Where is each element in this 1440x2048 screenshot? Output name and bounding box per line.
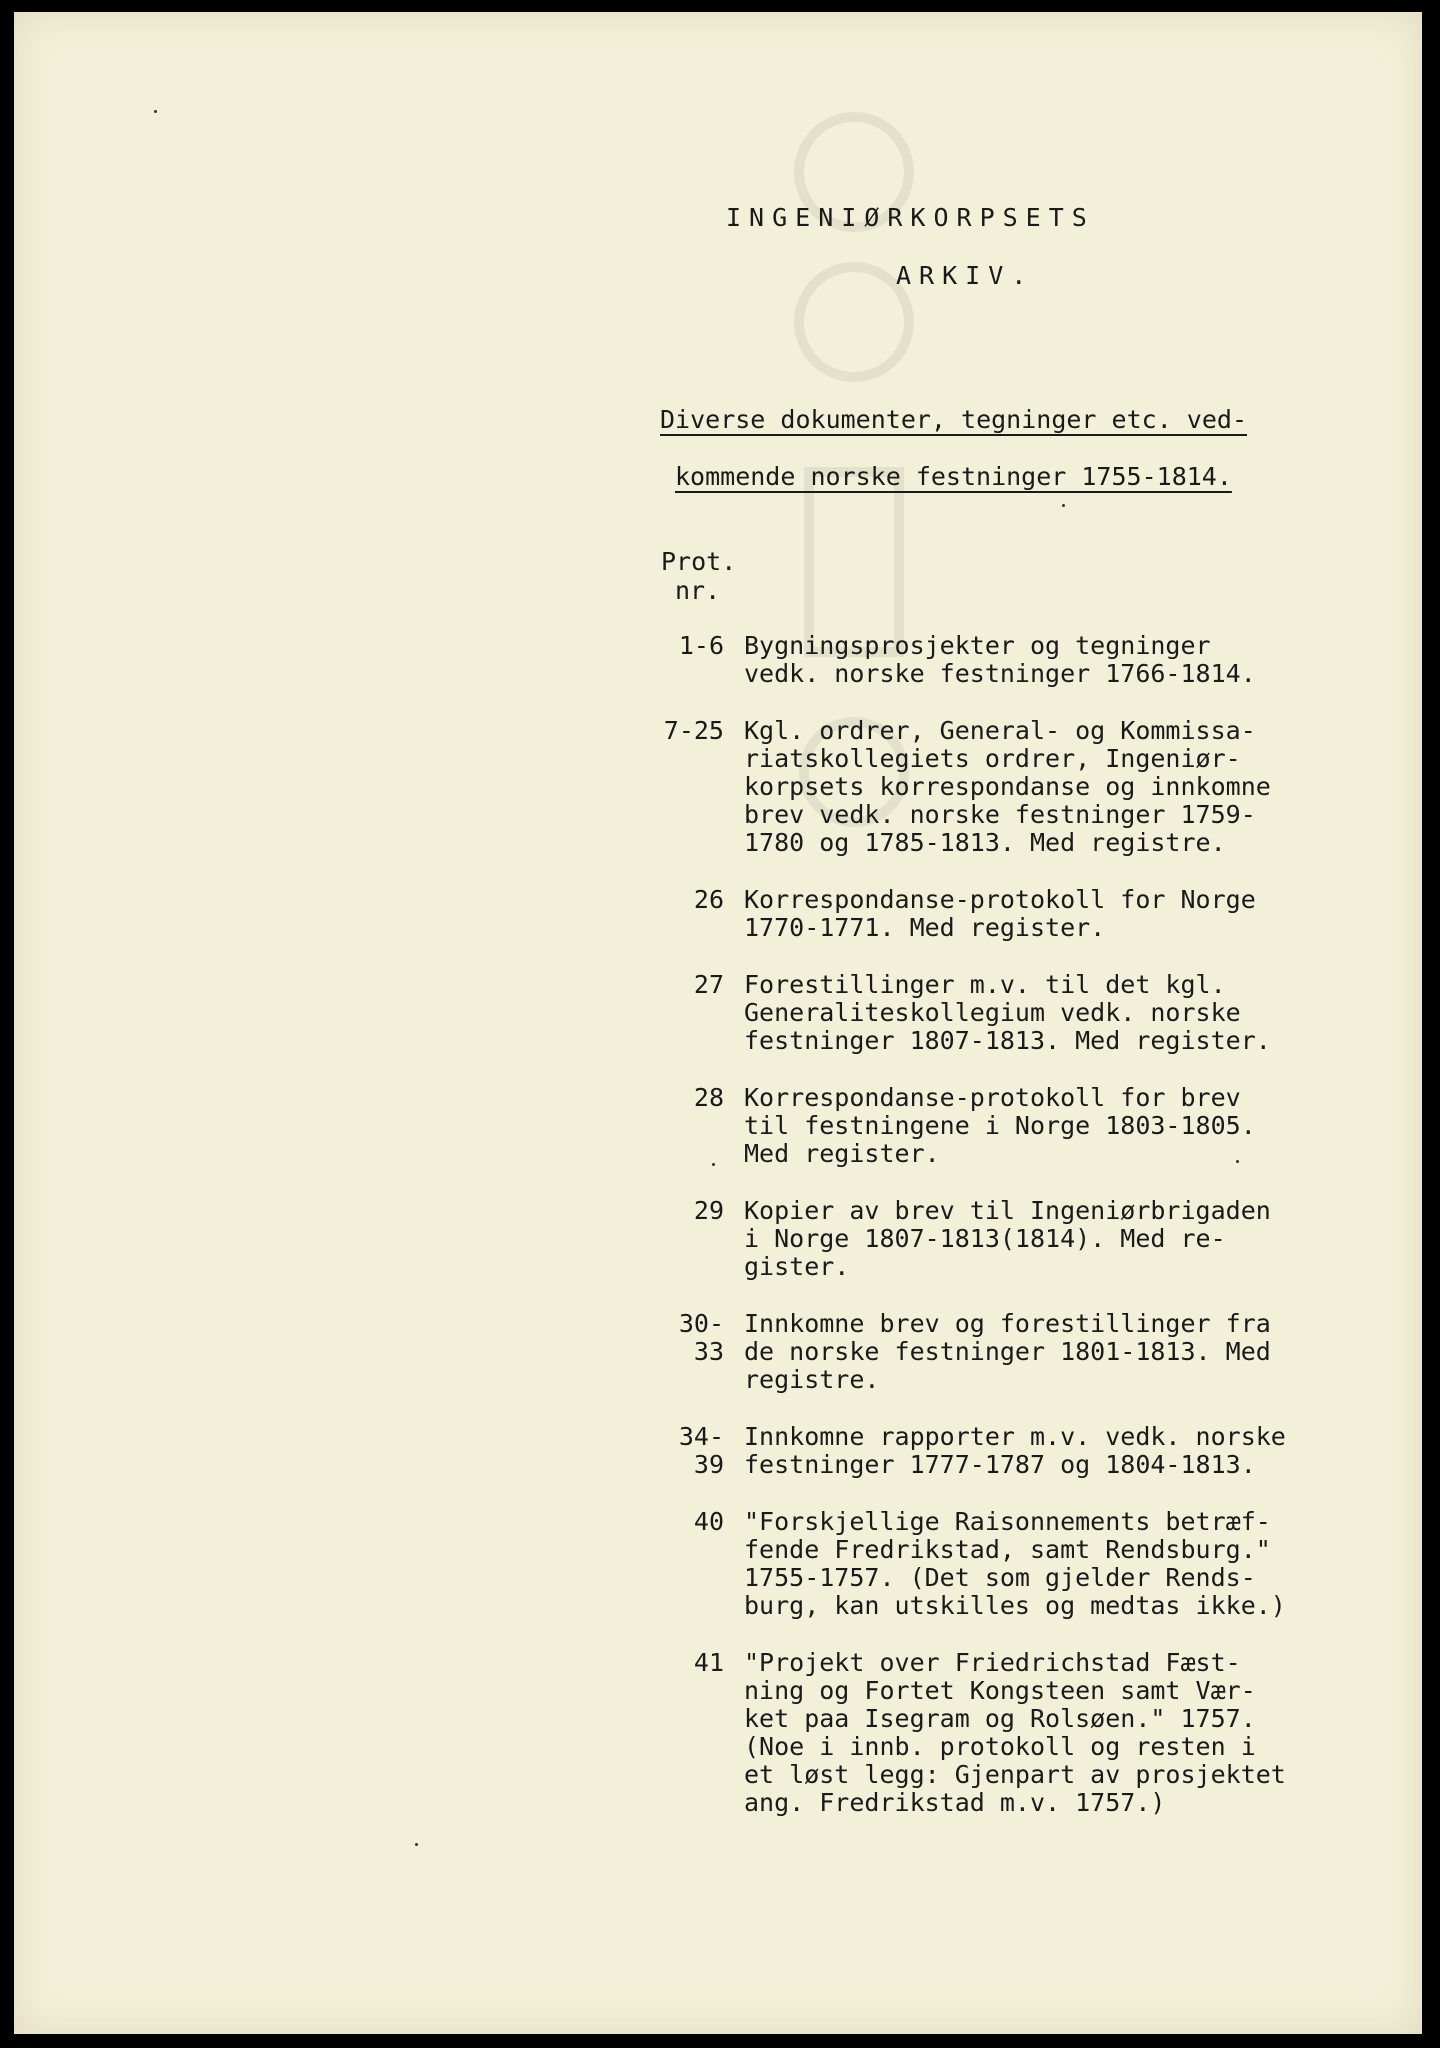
protocol-description: "Forskjellige Raisonnements betræf- fende Fredrikstad, samt Rendsburg." 1755-1757. (Det som gjelder Rends- burg, kan utskilles og medtas ikke.) bbox=[744, 1507, 1286, 1620]
protocol-number: 27 bbox=[693, 970, 724, 999]
protocol-number: 30-33 bbox=[678, 1309, 724, 1366]
speck bbox=[154, 110, 157, 113]
list-item bbox=[650, 632, 1390, 688]
list-item bbox=[650, 1084, 1390, 1168]
protocol-number: 26 bbox=[693, 885, 724, 914]
protocol-description: Innkomne rapporter m.v. vedk. norske festninger 1777-1787 og 1804-1813. bbox=[744, 1422, 1286, 1479]
protocol-list bbox=[650, 632, 1390, 1846]
protocol-description: Bygningsprosjekter og tegninger vedk. norske festninger 1766-1814. bbox=[744, 631, 1256, 688]
protocol-description: Kopier av brev til Ingeniørbrigaden i Norge 1807-1813(1814). Med re- gister. bbox=[744, 1196, 1271, 1281]
protocol-description: Innkomne brev og forestillinger fra de norske festninger 1801-1813. Med registre. bbox=[744, 1309, 1271, 1394]
speck bbox=[1062, 504, 1065, 507]
list-item bbox=[650, 1197, 1390, 1281]
list-item bbox=[650, 717, 1390, 857]
protocol-number: 7-25 bbox=[663, 716, 724, 745]
protocol-description: "Projekt over Friedrichstad Fæst- ning og Fortet Kongsteen samt Vær- ket paa Isegram og Rolsøen." 1757. (Noe i innb. protokoll og resten i et løst legg: Gjenpart av prosjektet ang. Fredrikstad m.v. 1757.) bbox=[744, 1648, 1286, 1817]
archive-subtitle: ARKIV. bbox=[896, 261, 1035, 290]
protocol-number: 40 bbox=[693, 1507, 724, 1536]
protocol-number: 29 bbox=[693, 1196, 724, 1225]
protocol-description: Korrespondanse-protokoll for brev til festningene i Norge 1803-1805. Med register. bbox=[744, 1083, 1256, 1168]
protocol-number: 28 bbox=[693, 1083, 724, 1112]
column-header-prot: Prot. bbox=[661, 547, 737, 576]
section-heading-line2: kommende norske festninger 1755-1814. bbox=[675, 462, 1232, 491]
list-item bbox=[650, 1423, 1390, 1479]
list-item bbox=[650, 971, 1390, 1055]
list-item bbox=[650, 1649, 1390, 1817]
protocol-number: 41 bbox=[693, 1648, 724, 1677]
column-header-nr: nr. bbox=[675, 576, 721, 605]
protocol-number: 1-6 bbox=[678, 631, 724, 660]
protocol-description: Forestillinger m.v. til det kgl. Generaliteskollegium vedk. norske festninger 1807-1813. Med register. bbox=[744, 970, 1271, 1055]
protocol-description: Kgl. ordrer, General- og Kommissa- riatskollegiets ordrer, Ingeniør- korpsets korrespondanse og innkomne brev vedk. norske festninger 1759- 1780 og 1785-1813. Med registre. bbox=[744, 716, 1271, 857]
list-item bbox=[650, 1310, 1390, 1394]
speck bbox=[415, 1843, 418, 1846]
list-item bbox=[650, 886, 1390, 942]
archive-title: INGENIØRKORPSETS bbox=[726, 203, 1095, 232]
section-heading-line1: Diverse dokumenter, tegninger etc. ved- bbox=[660, 405, 1247, 434]
protocol-description: Korrespondanse-protokoll for Norge 1770-1771. Med register. bbox=[744, 885, 1256, 942]
protocol-number: 34-39 bbox=[678, 1422, 724, 1479]
list-item bbox=[650, 1508, 1390, 1620]
